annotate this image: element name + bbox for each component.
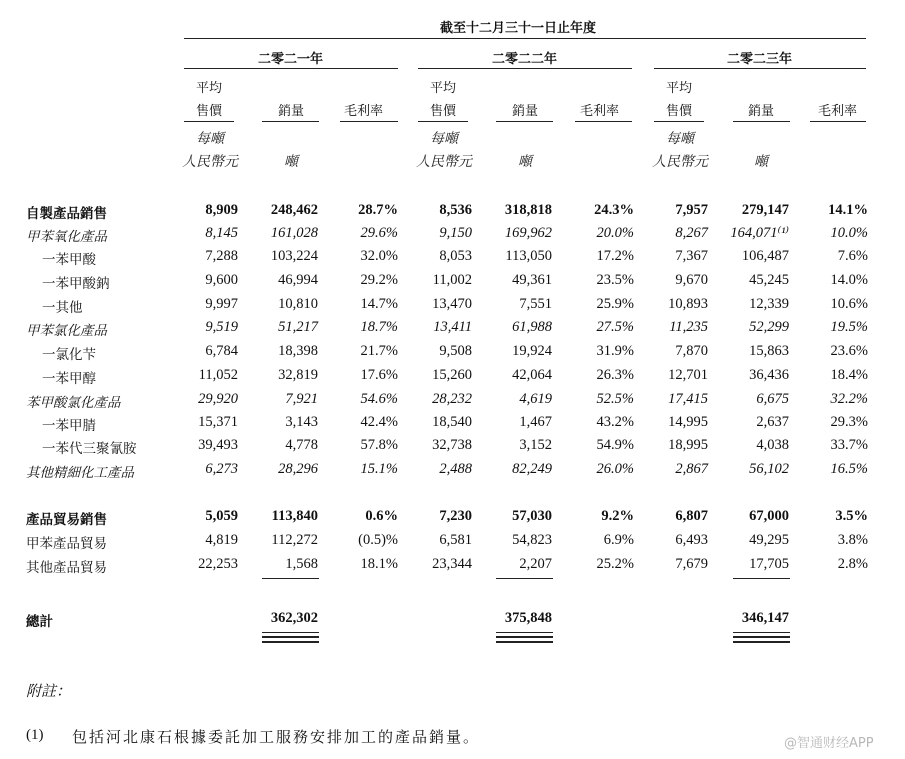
total-underline-2021-b	[262, 636, 319, 638]
col-margin-2023: 毛利率	[818, 104, 858, 119]
unit-price-2021-line1: 每噸	[196, 131, 224, 147]
cell-margin-2022: 9.2%	[601, 508, 634, 524]
cell-margin-2023: 19.5%	[830, 319, 868, 335]
cell-volume-2022: 318,818	[504, 202, 552, 218]
cell-volume-2021: 51,217	[278, 319, 318, 335]
cell-margin-2021: 54.6%	[360, 391, 398, 407]
cell-volume-2023: 4,038	[756, 437, 789, 453]
cell-price-2021: 22,253	[198, 556, 238, 572]
total-underline-2023-c	[733, 641, 790, 643]
cell-price-2022: 32,738	[432, 437, 472, 453]
cell-volume-2022: 57,030	[512, 508, 552, 524]
col-rule-2022-volume	[496, 121, 553, 122]
cell-price-2023: 7,679	[675, 556, 708, 572]
col-rule-2021-margin	[340, 121, 398, 122]
cell-price-2023: 8,267	[675, 225, 708, 241]
cell-volume-2023: 164,071⁽¹⁾	[730, 225, 789, 241]
cell-price-2023: 14,995	[668, 414, 708, 430]
cell-margin-2021: 57.8%	[360, 437, 398, 453]
cell-margin-2021: 29.2%	[360, 272, 398, 288]
cell-volume-2021: 46,994	[278, 272, 318, 288]
cell-margin-2021: 14.7%	[360, 296, 398, 312]
cell-margin-2023: 10.0%	[830, 225, 868, 241]
cell-price-2021: 9,600	[205, 272, 238, 288]
cell-margin-2022: 24.3%	[594, 202, 634, 218]
row-label: 一苯甲腈	[42, 418, 96, 434]
total-2022: 375,848	[504, 610, 552, 626]
cell-price-2022: 8,053	[439, 248, 472, 264]
cell-volume-2021: 248,462	[270, 202, 318, 218]
cell-margin-2021: 21.7%	[360, 343, 398, 359]
cell-volume-2021: 161,028	[270, 225, 318, 241]
period-title-rule	[184, 38, 866, 39]
cell-price-2022: 13,470	[432, 296, 472, 312]
cell-price-2022: 9,150	[439, 225, 472, 241]
cell-margin-2023: 7.6%	[837, 248, 868, 264]
cell-margin-2023: 2.8%	[837, 556, 868, 572]
unit-price-2021-line2: 人民幣元	[182, 154, 238, 170]
row-label: 自製產品銷售	[26, 206, 107, 222]
cell-volume-2022: 3,152	[519, 437, 552, 453]
cell-margin-2021: 18.1%	[360, 556, 398, 572]
cell-volume-2023: 52,299	[749, 319, 789, 335]
cell-volume-2021: 112,272	[271, 532, 318, 548]
row-label: 苯甲酸氯化產品	[26, 395, 121, 411]
cell-margin-2022: 31.9%	[596, 343, 634, 359]
cell-price-2022: 23,344	[432, 556, 472, 572]
cell-price-2021: 11,052	[198, 367, 238, 383]
cell-margin-2023: 3.8%	[837, 532, 868, 548]
cell-volume-2021: 4,778	[285, 437, 318, 453]
cell-volume-2022: 42,064	[512, 367, 552, 383]
cell-margin-2023: 32.2%	[830, 391, 868, 407]
cell-volume-2022: 19,924	[512, 343, 552, 359]
cell-volume-2023: 49,295	[749, 532, 789, 548]
row-label: 一其他	[42, 300, 83, 316]
cell-volume-2021: 103,224	[270, 248, 318, 264]
col-margin-2021: 毛利率	[344, 104, 384, 119]
cell-volume-2022: 54,823	[512, 532, 552, 548]
cell-price-2023: 7,367	[675, 248, 708, 264]
subtotal-rule-2022	[496, 578, 553, 579]
total-underline-2022-b	[496, 636, 553, 638]
cell-volume-2022: 49,361	[512, 272, 552, 288]
cell-margin-2023: 29.3%	[830, 414, 868, 430]
row-label: 甲苯氧化產品	[26, 229, 107, 245]
col-rule-2021-volume	[262, 121, 319, 122]
cell-volume-2022: 4,619	[519, 391, 552, 407]
row-label: 一苯甲酸	[42, 252, 96, 268]
cell-price-2021: 39,493	[198, 437, 238, 453]
cell-margin-2023: 14.1%	[828, 202, 868, 218]
cell-volume-2023: 279,147	[741, 202, 789, 218]
cell-price-2021: 29,920	[198, 391, 238, 407]
cell-margin-2022: 20.0%	[596, 225, 634, 241]
cell-margin-2022: 23.5%	[596, 272, 634, 288]
watermark: @智通财经APP	[784, 736, 874, 751]
col-volume-2021: 銷量	[278, 104, 305, 119]
cell-volume-2021: 7,921	[285, 391, 318, 407]
unit-volume-2021: 噸	[284, 154, 298, 170]
cell-volume-2022: 61,988	[512, 319, 552, 335]
cell-price-2022: 6,581	[439, 532, 472, 548]
total-underline-2021-a	[262, 632, 319, 633]
cell-volume-2021: 28,296	[278, 461, 318, 477]
year-2023-heading: 二零二三年	[727, 52, 793, 67]
year-2021-heading: 二零二一年	[258, 52, 324, 67]
cell-price-2021: 6,273	[205, 461, 238, 477]
cell-price-2022: 11,002	[432, 272, 472, 288]
cell-volume-2022: 2,207	[519, 556, 552, 572]
cell-margin-2021: 28.7%	[358, 202, 398, 218]
cell-price-2023: 6,807	[675, 508, 708, 524]
row-label: 其他精細化工產品	[26, 465, 134, 481]
cell-margin-2021: 15.1%	[360, 461, 398, 477]
total-underline-2021-c	[262, 641, 319, 643]
cell-price-2023: 11,235	[669, 319, 708, 335]
cell-price-2023: 7,870	[675, 343, 708, 359]
row-label: 一苯代三聚氰胺	[42, 441, 137, 457]
cell-volume-2022: 113,050	[505, 248, 552, 264]
cell-price-2021: 7,288	[205, 248, 238, 264]
cell-margin-2021: 29.6%	[360, 225, 398, 241]
cell-volume-2022: 7,551	[519, 296, 552, 312]
cell-volume-2022: 169,962	[504, 225, 552, 241]
unit-price-2023-line2: 人民幣元	[652, 154, 708, 170]
cell-margin-2022: 27.5%	[596, 319, 634, 335]
cell-margin-2023: 23.6%	[830, 343, 868, 359]
cell-margin-2022: 6.9%	[603, 532, 634, 548]
total-2023: 346,147	[741, 610, 789, 626]
cell-volume-2021: 32,819	[278, 367, 318, 383]
cell-margin-2021: 42.4%	[360, 414, 398, 430]
row-label: 一苯甲醇	[42, 371, 96, 387]
cell-margin-2021: (0.5)%	[358, 532, 398, 548]
row-label: 甲苯產品貿易	[26, 536, 107, 552]
unit-volume-2023: 噸	[754, 154, 768, 170]
cell-margin-2023: 14.0%	[830, 272, 868, 288]
col-rule-2021-price	[184, 121, 234, 122]
cell-volume-2023: 2,637	[756, 414, 789, 430]
col-avg-price-2022-line2: 售價	[430, 104, 457, 119]
cell-price-2023: 2,867	[675, 461, 708, 477]
note-1-text: 包括河北康石根據委託加工服務安排加工的產品銷量。	[72, 728, 481, 746]
cell-margin-2023: 33.7%	[830, 437, 868, 453]
cell-price-2021: 15,371	[198, 414, 238, 430]
cell-volume-2022: 82,249	[512, 461, 552, 477]
cell-price-2023: 12,701	[668, 367, 708, 383]
unit-price-2022-line2: 人民幣元	[416, 154, 472, 170]
cell-price-2022: 15,260	[432, 367, 472, 383]
cell-margin-2022: 26.3%	[596, 367, 634, 383]
cell-margin-2021: 32.0%	[360, 248, 398, 264]
cell-price-2021: 4,819	[205, 532, 238, 548]
cell-margin-2023: 10.6%	[830, 296, 868, 312]
row-label: 其他產品貿易	[26, 560, 107, 576]
cell-price-2023: 17,415	[668, 391, 708, 407]
col-rule-2023-margin	[810, 121, 866, 122]
col-rule-2022-margin	[575, 121, 632, 122]
cell-volume-2023: 6,675	[756, 391, 789, 407]
year-2022-heading: 二零二二年	[492, 52, 558, 67]
col-rule-2022-price	[418, 121, 468, 122]
col-rule-2023-volume	[733, 121, 790, 122]
cell-margin-2022: 43.2%	[596, 414, 634, 430]
cell-volume-2023: 15,863	[749, 343, 789, 359]
cell-margin-2021: 17.6%	[360, 367, 398, 383]
cell-price-2021: 9,997	[205, 296, 238, 312]
col-volume-2022: 銷量	[512, 104, 539, 119]
cell-margin-2023: 18.4%	[830, 367, 868, 383]
cell-margin-2022: 54.9%	[596, 437, 634, 453]
total-label: 總計	[26, 614, 53, 630]
cell-price-2022: 2,488	[439, 461, 472, 477]
subtotal-rule-2021	[262, 578, 319, 579]
cell-volume-2023: 67,000	[749, 508, 789, 524]
cell-price-2022: 13,411	[433, 319, 472, 335]
cell-volume-2023: 17,705	[749, 556, 789, 572]
total-underline-2023-b	[733, 636, 790, 638]
cell-volume-2023: 36,436	[749, 367, 789, 383]
cell-price-2021: 8,909	[205, 202, 238, 218]
year-2021-rule	[184, 68, 398, 69]
total-underline-2022-a	[496, 632, 553, 633]
cell-margin-2021: 18.7%	[360, 319, 398, 335]
cell-price-2022: 18,540	[432, 414, 472, 430]
total-underline-2023-a	[733, 632, 790, 633]
year-2023-rule	[654, 68, 866, 69]
col-avg-price-2022-line1: 平均	[430, 81, 457, 96]
col-avg-price-2021-line2: 售價	[196, 104, 223, 119]
period-title: 截至十二月三十一日止年度	[440, 21, 597, 36]
cell-price-2022: 8,536	[439, 202, 472, 218]
cell-margin-2022: 26.0%	[596, 461, 634, 477]
subtotal-rule-2023	[733, 578, 790, 579]
row-label: 甲苯氯化產品	[26, 323, 107, 339]
cell-margin-2022: 25.9%	[596, 296, 634, 312]
cell-price-2022: 9,508	[439, 343, 472, 359]
col-margin-2022: 毛利率	[580, 104, 620, 119]
cell-volume-2021: 10,810	[278, 296, 318, 312]
cell-price-2023: 7,957	[675, 202, 708, 218]
cell-price-2021: 6,784	[205, 343, 238, 359]
row-label: 一苯甲酸鈉	[42, 276, 110, 292]
col-rule-2023-price	[654, 121, 704, 122]
unit-price-2022-line1: 每噸	[430, 131, 458, 147]
cell-price-2022: 28,232	[432, 391, 472, 407]
notes-heading: 附註：	[26, 682, 72, 700]
cell-price-2021: 8,145	[205, 225, 238, 241]
col-avg-price-2021-line1: 平均	[196, 81, 223, 96]
row-label: 一氯化芐	[42, 347, 96, 363]
cell-price-2022: 7,230	[439, 508, 472, 524]
cell-price-2023: 6,493	[675, 532, 708, 548]
cell-margin-2023: 16.5%	[830, 461, 868, 477]
total-underline-2022-c	[496, 641, 553, 643]
cell-price-2023: 18,995	[668, 437, 708, 453]
cell-price-2023: 9,670	[675, 272, 708, 288]
cell-volume-2021: 3,143	[285, 414, 318, 430]
cell-volume-2023: 12,339	[749, 296, 789, 312]
col-volume-2023: 銷量	[748, 104, 775, 119]
total-2021: 362,302	[270, 610, 318, 626]
cell-margin-2021: 0.6%	[365, 508, 398, 524]
cell-margin-2023: 3.5%	[835, 508, 868, 524]
col-avg-price-2023-line2: 售價	[666, 104, 693, 119]
cell-price-2021: 9,519	[205, 319, 238, 335]
cell-volume-2023: 106,487	[741, 248, 789, 264]
unit-volume-2022: 噸	[518, 154, 532, 170]
cell-volume-2023: 45,245	[749, 272, 789, 288]
row-label: 產品貿易銷售	[26, 512, 107, 528]
col-avg-price-2023-line1: 平均	[666, 81, 693, 96]
cell-margin-2022: 17.2%	[596, 248, 634, 264]
note-1-number: (1)	[26, 727, 44, 743]
cell-volume-2021: 113,840	[271, 508, 318, 524]
cell-volume-2021: 1,568	[285, 556, 318, 572]
cell-margin-2022: 25.2%	[596, 556, 634, 572]
cell-price-2023: 10,893	[668, 296, 708, 312]
year-2022-rule	[418, 68, 632, 69]
cell-volume-2022: 1,467	[519, 414, 552, 430]
cell-volume-2021: 18,398	[278, 343, 318, 359]
unit-price-2023-line1: 每噸	[666, 131, 694, 147]
cell-margin-2022: 52.5%	[596, 391, 634, 407]
cell-volume-2023: 56,102	[749, 461, 789, 477]
cell-price-2021: 5,059	[205, 508, 238, 524]
